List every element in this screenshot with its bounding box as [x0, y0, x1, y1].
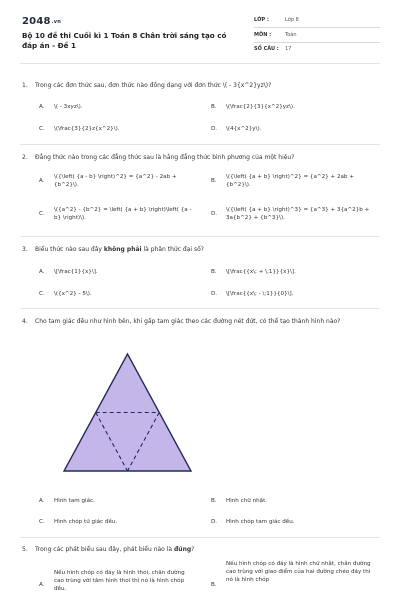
- header-divider: [20, 63, 380, 64]
- question-text: Cho tam giác đều như hình bên, khi gấp tam giác theo các đường nét đứt, có thể tạo thành hình nào?: [35, 318, 341, 325]
- question-text: Trong các phát biểu sau đây, phát biểu nào là đúng?: [35, 546, 195, 553]
- question-divider: [20, 308, 380, 309]
- page-header: [0, 0, 400, 62]
- question-text: Biểu thức nào sau đây không phải là phân thức đại số?: [35, 246, 204, 253]
- folding-triangle-figure: [60, 350, 195, 475]
- question-divider: [20, 236, 380, 237]
- option-a[interactable]: A. Nếu hình chóp có đáy là hình thoi, chân đường cao trùng với tâm hình thoi thì nó là hình chóp đều.: [39, 570, 185, 592]
- meta-class: LỚP : Lớp 8: [254, 14, 380, 28]
- question-number: 3.: [22, 246, 28, 253]
- triangle-figure: [60, 350, 195, 475]
- question-text: Trong các đơn thức sau, đơn thức nào đồng dạng với đơn thức \( - 3{x^2}yz\)?: [35, 82, 272, 89]
- question-divider: [20, 537, 380, 538]
- meta-subject: MÔN : Toán: [254, 29, 380, 43]
- question-text: Đẳng thức nào trong các đẳng thức sau là hằng đẳng thức bình phương của một hiệu?: [35, 154, 295, 161]
- document-title: Bộ 10 đề thi Cuối kì 1 Toán 8 Chân trời sáng tạo có đáp án - Đề 1: [22, 31, 227, 50]
- question-divider: [20, 144, 380, 145]
- meta-question-count: SỐ CÂU : 17: [254, 46, 292, 52]
- option-b[interactable]: B. Nếu hình chóp có đáy là hình chữ nhật, chân đường cao trùng với giao điểm của hai đường chéo đáy thì nó là hình chóp: [211, 561, 371, 588]
- question-number: 1.: [22, 82, 28, 89]
- question-number: 2.: [22, 154, 28, 161]
- question-number: 5.: [22, 546, 28, 553]
- site-logo[interactable]: 2048.vn: [22, 16, 61, 27]
- question-number: 4.: [22, 318, 28, 325]
